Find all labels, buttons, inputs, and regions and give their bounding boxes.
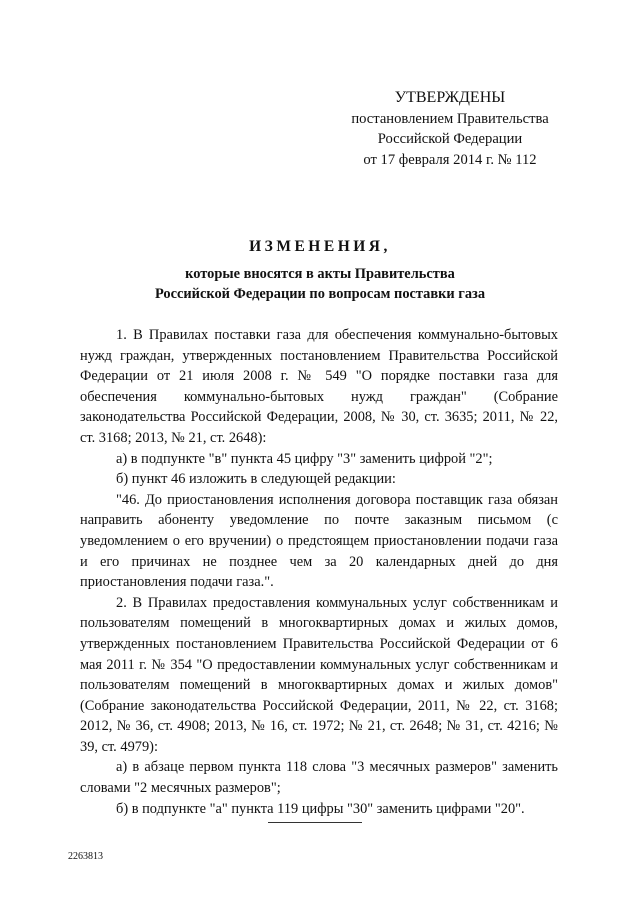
end-divider — [268, 822, 362, 823]
document-title: ИЗМЕНЕНИЯ, — [249, 238, 391, 255]
paragraph-2: 2. В Правилах предоставления коммунальных услуг собственникам и пользователям помещений в многоквартирных домах и жилых домов, утвержденных постановлением Правительства Российской Федерации от 6 мая 2011 г. № 354 "О предоставлении коммунальных услуг собственникам и пользователям помещений в многоквартирных домах и жилых домов" (Собрание законодательства Российской Федерации, 2011, № 22, ст. 3168; 2012, № 36, ст. 4908; 2013, № 16, ст. 1972; № 21, ст. 2648; № 31, ст. 4216; № 39, ст. 4979): — [80, 594, 558, 755]
subtitle-line-1: которые вносятся в акты Правительства — [185, 266, 455, 282]
paragraph-2a: а) в абзаце первом пункта 118 слова "3 месячных размеров" заменить словами "2 месячных размеров"; — [80, 759, 558, 797]
paragraph-1b: б) пункт 46 изложить в следующей редакции: — [116, 471, 396, 488]
paragraph-2b: б) в подпункте "а" пункта 119 цифры "30" заменить цифрами "20". — [116, 800, 525, 817]
approval-heading: УТВЕРЖДЕНЫ — [394, 89, 506, 106]
approval-line-2: постановлением Правительства — [351, 110, 549, 127]
paragraph-1: 1. В Правилах поставки газа для обеспечения коммунально-бытовых нужд граждан, утвержденных постановлением Правительства Российской Федерации от 21 июля 2008 г. № 549 "О порядке поставки газа для обеспечения коммунально-бытовых нужд граждан" (Собрание законодательства Российской Федерации, 2008, № 30, ст. 3635; 2011, № 22, ст. 3168; 2013, № 21, ст. 2648): — [80, 327, 558, 446]
paragraph-46-text: "46. До приостановления исполнения договора поставщик газа обязан направить абоненту уведомление по почте заказным письмом (с уведомлением о его вручении) о предстоящем приостановлении подачи газа и его причинах не позднее чем за 20 календарных дней до дня приостановления подачи газа.". — [80, 491, 558, 591]
paragraph-1a: а) в подпункте "в" пункта 45 цифру "3" заменить цифрой "2"; — [116, 450, 493, 467]
approval-date-number: от 17 февраля 2014 г. № 112 — [363, 151, 537, 168]
approval-block — [330, 88, 570, 170]
document-subtitle — [80, 264, 560, 304]
document-code: 2263813 — [68, 851, 103, 862]
subtitle-line-2: Российской Федерации по вопросам поставки газа — [154, 286, 486, 302]
approval-line-3: Российской Федерации — [377, 131, 523, 147]
document-body — [80, 325, 558, 819]
